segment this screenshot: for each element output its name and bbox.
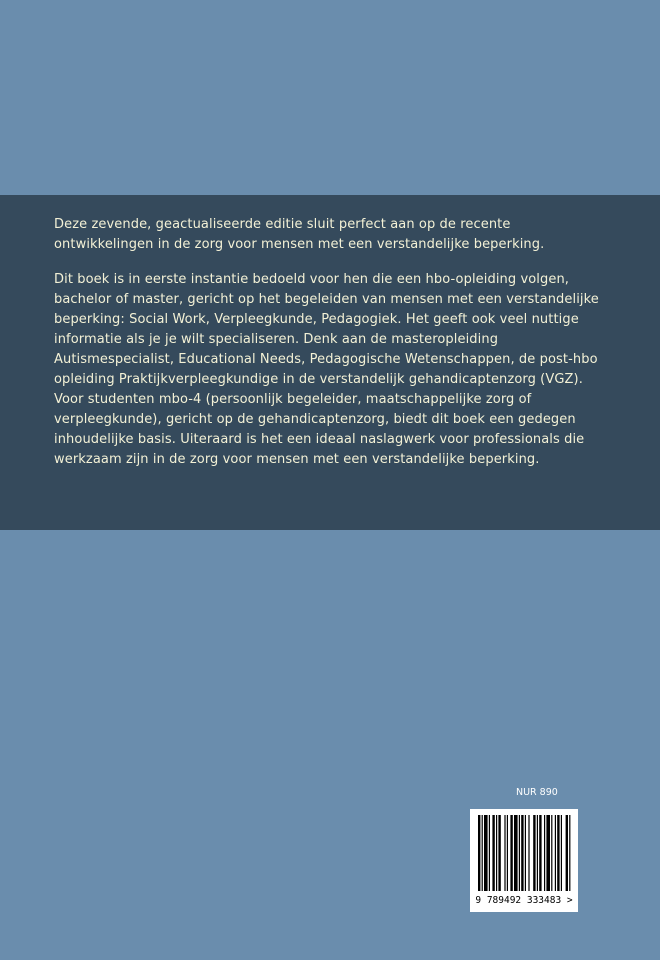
barcode-bar [519,815,520,891]
barcode-bar [546,815,550,891]
barcode-bar [507,815,508,891]
barcode-bar [555,815,556,891]
barcode-bar [492,815,494,891]
barcode-bar [544,815,545,891]
barcode-bar [551,815,552,891]
barcode-bar [496,815,497,891]
barcode-bar [510,815,512,891]
barcode-bar [482,815,483,891]
description-paragraph-audience: Dit boek is in eerste instantie bedoeld voor hen die een hbo-opleiding volgen, bachelor of master, gericht op het begeleiden van mensen met een verstandelijke beperking: Social Work, Verpleegkunde, Pedagogiek. Het geeft ook veel nuttige informatie als je je wilt specialiseren. Denk aan de masteropleiding Autismespecialist, Educational Needs, Pedagogische Wetenschappen, de post-hbo opleiding Praktijkverpleegkundige in de verstandelijk gehandicaptenzorg (VGZ). Voor studenten mbo-4 (persoonlijk begeleider, maatschappelijke zorg of verpleegkunde), gericht op de gehandicaptenzorg, biedt dit boek een gedegen inhoudelijke basis. Uiteraard is het een ideaal naslagwerk voor professionals die werkzaam zijn in de zorg voor mensen met een verstandelijke beperking. [54,272,599,467]
isbn-barcode [470,809,578,912]
barcode-bar [498,815,500,891]
barcode-bar [537,815,538,891]
description-paragraph-intro: Deze zevende, geactualiseerde editie sluit perfect aan op de recente ontwikkelingen in de zorg voor mensen met een verstandelijke beperking. [54,217,545,252]
barcode-bar [533,815,535,891]
description-band [0,195,660,530]
barcode-bar [504,815,505,891]
barcode-bar [569,815,570,891]
barcode-bar [489,815,490,891]
barcode-bar [484,815,488,891]
barcode-bar [557,815,559,891]
nur-code: NUR 890 [516,787,558,798]
barcode-bar [521,815,523,891]
barcode-bar [561,815,562,891]
barcode-bar [525,815,526,891]
barcode-bar [566,815,568,891]
barcode-bars-icon [470,809,578,895]
barcode-bar [539,815,541,891]
barcode-bar [528,815,529,891]
barcode-bar [514,815,518,891]
barcode-bar [478,815,480,891]
barcode-number: 9 789492 333483 > [475,895,573,906]
